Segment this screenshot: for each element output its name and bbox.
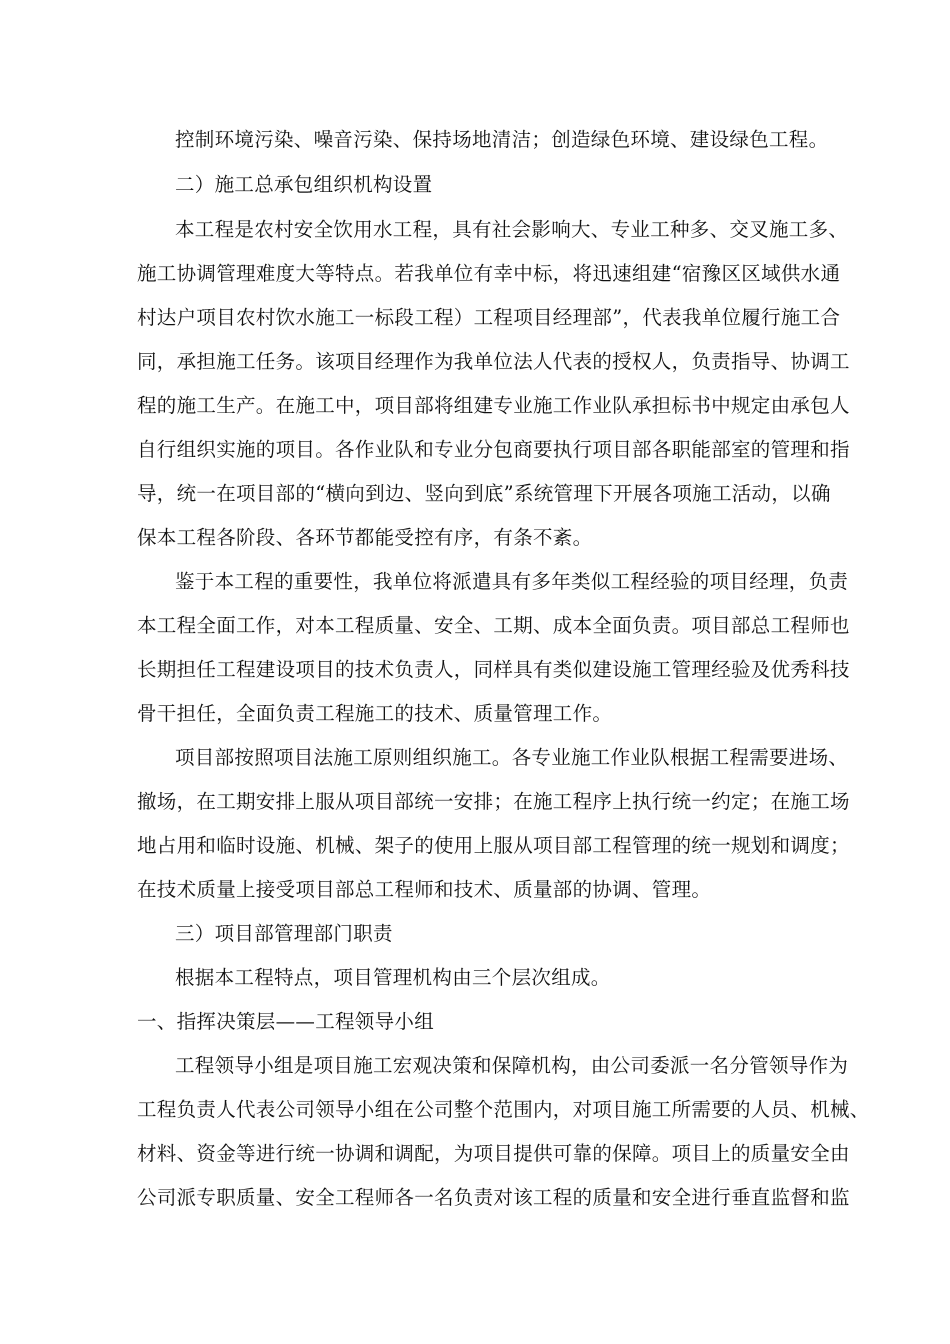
text-line: 材料、资金等进行统一协调和调配，为项目提供可靠的保障。项目上的质量安全由 xyxy=(137,1142,850,1165)
text-line: 施工协调管理难度大等特点。若我单位有幸中标，将迅速组建“宿豫区区域供水通 xyxy=(137,262,841,285)
text-line: 同，承担施工任务。该项目经理作为我单位法人代表的授权人，负责指导、协调工 xyxy=(137,350,850,373)
text-line: 撤场，在工期安排上服从项目部统一安排；在施工程序上执行统一约定；在施工场 xyxy=(137,790,850,813)
text-line: 骨干担任，全面负责工程施工的技术、质量管理工作。 xyxy=(137,702,613,725)
text-line: 长期担任工程建设项目的技术负责人，同样具有类似建设施工管理经验及优秀科技 xyxy=(137,658,850,681)
section-heading: 一、指挥决策层——工程领导小组 xyxy=(137,1010,434,1033)
text-line: 鉴于本工程的重要性，我单位将派遣具有多年类似工程经验的项目经理，负责 xyxy=(175,570,849,593)
text-line: 在技术质量上接受项目部总工程师和技术、质量部的协调、管理。 xyxy=(137,878,712,901)
text-line: 保本工程各阶段、各环节都能受控有序，有条不紊。 xyxy=(137,526,593,549)
text-line: 本工程全面工作，对本工程质量、安全、工期、成本全面负责。项目部总工程师也 xyxy=(137,614,850,637)
text-line: 村达户项目农村饮水施工一标段工程）工程项目经理部”，代表我单位履行施工合 xyxy=(137,306,841,329)
text-line: 地占用和临时设施、机械、架子的使用上服从项目部工程管理的统一规划和调度； xyxy=(137,834,850,857)
text-line: 自行组织实施的项目。各作业队和专业分包商要执行项目部各职能部室的管理和指 xyxy=(137,438,850,461)
text-line: 工程领导小组是项目施工宏观决策和保障机构，由公司委派一名分管领导作为 xyxy=(175,1054,849,1077)
text-line: 导，统一在项目部的“横向到边、竖向到底”系统管理下开展各项施工活动，以确 xyxy=(137,482,831,505)
text-line: 程的施工生产。在施工中，项目部将组建专业施工作业队承担标书中规定由承包人 xyxy=(137,394,850,417)
section-heading: 三）项目部管理部门职责 xyxy=(175,922,393,945)
text-line: 项目部按照项目法施工原则组织施工。各专业施工作业队根据工程需要进场、 xyxy=(175,746,849,769)
text-line: 工程负责人代表公司领导小组在公司整个范围内，对项目施工所需要的人员、机械、 xyxy=(137,1098,870,1121)
text-line: 公司派专职质量、安全工程师各一名负责对该工程的质量和安全进行垂直监督和监 xyxy=(137,1186,850,1209)
text-line: 控制环境污染、噪音污染、保持场地清洁；创造绿色环境、建设绿色工程。 xyxy=(175,128,829,151)
section-heading: 二）施工总承包组织机构设置 xyxy=(175,173,433,196)
text-line: 根据本工程特点，项目管理机构由三个层次组成。 xyxy=(175,966,611,989)
text-line: 本工程是农村安全饮用水工程，具有社会影响大、专业工种多、交叉施工多、 xyxy=(175,218,849,241)
